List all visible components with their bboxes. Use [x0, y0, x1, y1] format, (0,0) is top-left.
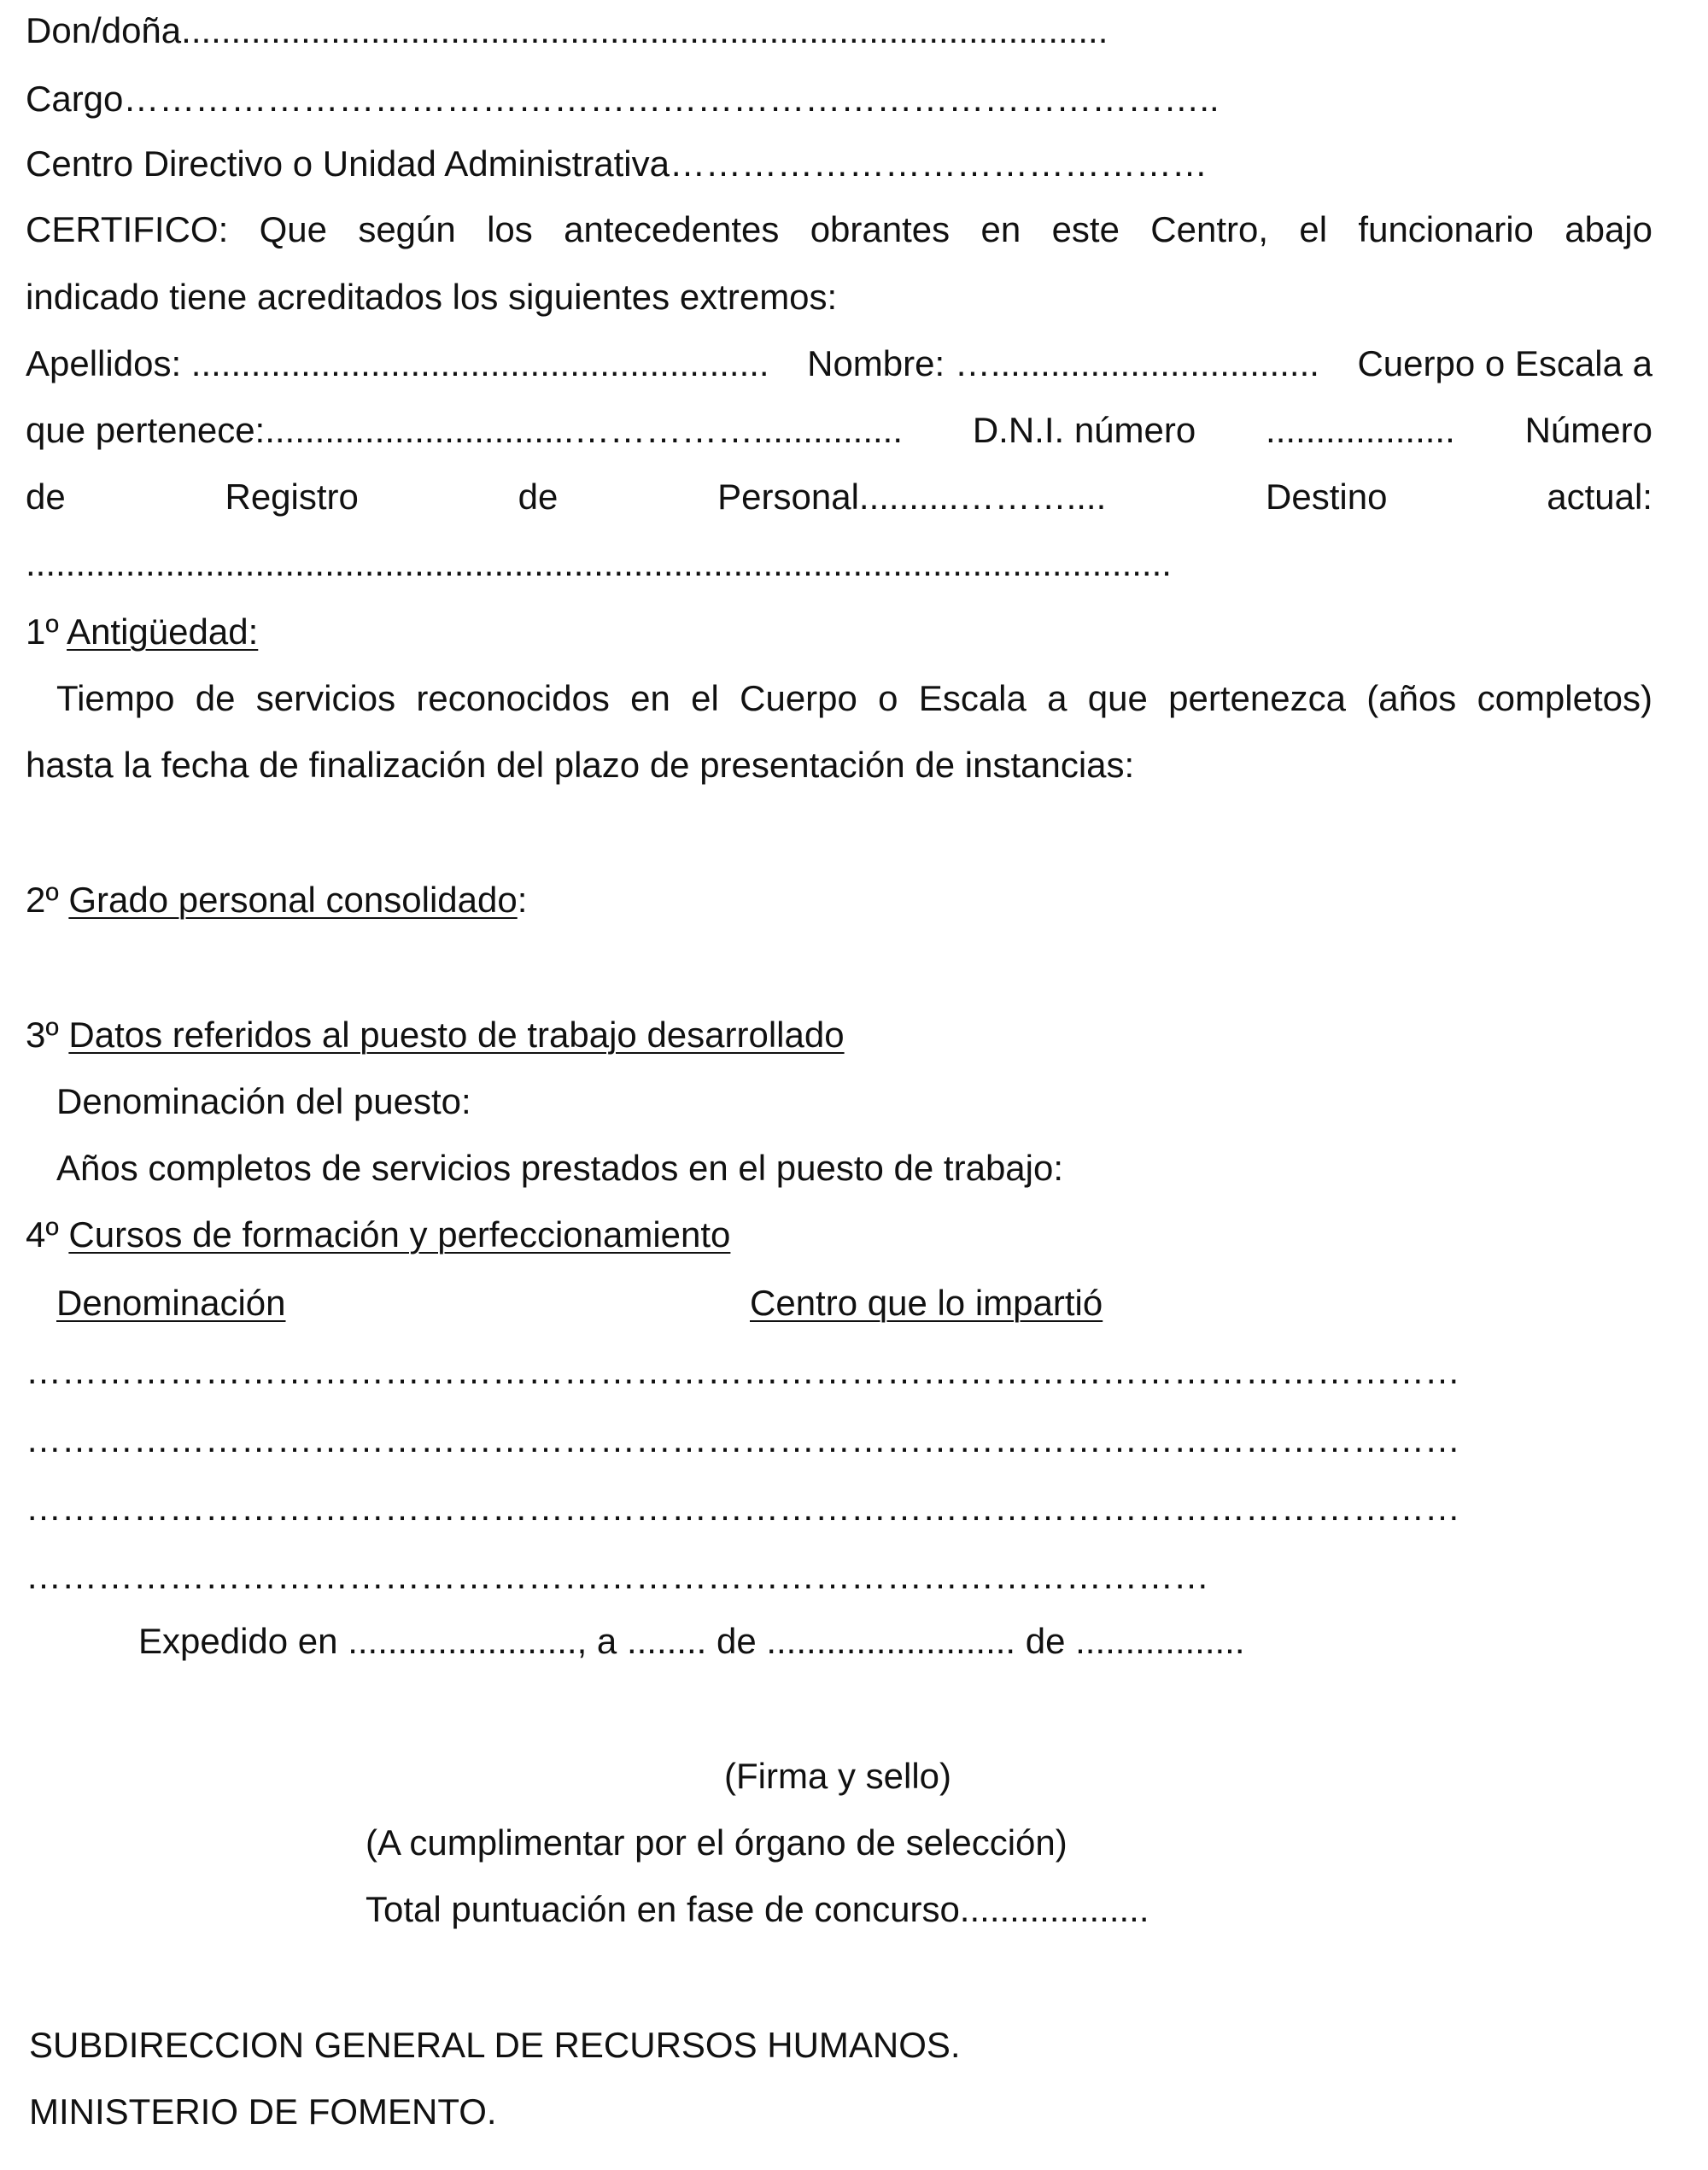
cursos-dots-line: …………………………………………………………………………………………………………	[26, 1419, 1460, 1459]
certifico-line-2: indicado tiene acreditados los siguientes extremos:	[26, 277, 838, 317]
certifico-word: Que	[259, 209, 327, 249]
cursos-heading	[26, 1213, 730, 1257]
grado-title: Grado personal consolidado	[68, 880, 518, 920]
cursos-dots-line: ………………………………………………………………………………………	[26, 1556, 1209, 1596]
registro-word: actual:	[1547, 477, 1652, 517]
firma-sello: (Firma y sello)	[724, 1756, 952, 1796]
dni-label: D.N.I. número	[972, 410, 1196, 450]
total-puntuacion-line: Total puntuación en fase de concurso...................	[366, 1889, 1149, 1929]
certifico-word: antecedentes	[564, 209, 780, 249]
certifico-word: este	[1051, 209, 1120, 249]
certifico-word: el	[1299, 209, 1328, 249]
puesto-title: Datos referidos al puesto de trabajo desarrollado	[68, 1015, 845, 1055]
antiguedad-text-2: hasta la fecha de finalización del plazo de presentación de instancias:	[26, 745, 1135, 785]
numero-label: Número	[1524, 410, 1652, 450]
apellidos-line	[26, 342, 1652, 386]
registro-word: de	[518, 477, 559, 517]
anos-servicio-line: Años completos de servicios prestados en el puesto de trabajo:	[56, 1148, 1064, 1188]
section-number: 1º	[26, 611, 59, 652]
dni-dots: ...................	[1266, 410, 1455, 450]
grado-heading	[26, 878, 527, 922]
certifico-line-1	[26, 208, 1652, 252]
certifico-word: obrantes	[810, 209, 951, 249]
cursos-dots-line: …………………………………………………………………………………………………………	[26, 1488, 1460, 1528]
section-number: 4º	[26, 1214, 59, 1255]
apellidos-field: Apellidos: ..........................................................	[26, 343, 769, 383]
certifico-word: funcionario	[1358, 209, 1534, 249]
footer-ministerio: MINISTERIO DE FOMENTO.	[29, 2091, 497, 2132]
registro-word: Destino	[1266, 477, 1388, 517]
certifico-word: los	[487, 209, 533, 249]
registro-word: Personal..........………....	[717, 477, 1107, 517]
cursos-title: Cursos de formación y perfeccionamiento	[68, 1214, 731, 1255]
certifico-word: según	[358, 209, 456, 249]
cuerpo-field: Cuerpo o Escala a	[1357, 343, 1652, 383]
registro-word: Registro	[225, 477, 359, 517]
cumplimentar-note: (A cumplimentar por el órgano de selección)	[366, 1822, 1068, 1863]
certifico-word: abajo	[1565, 209, 1652, 249]
registro-line	[26, 475, 1652, 519]
cargo-line: Cargo………………………………………………………………………………..	[26, 79, 1220, 119]
pertenece-field: que pertenece:...............................……………...............	[26, 410, 903, 450]
cursos-col-denominacion: Denominación	[56, 1283, 286, 1323]
registro-word: de	[26, 477, 66, 517]
don-dona-line: Don/doña.............................................................................................	[26, 10, 1108, 50]
certifico-word: CERTIFICO:	[26, 209, 229, 249]
antiguedad-title: Antigüedad:	[67, 611, 259, 652]
section-number: 3º	[26, 1015, 59, 1055]
antiguedad-text-1: Tiempo de servicios reconocidos en el Cuerpo o Escala a que pertenezca (años completos)	[56, 678, 1652, 718]
section-number: 2º	[26, 880, 59, 920]
cursos-col-centro: Centro que lo impartió	[750, 1283, 1103, 1323]
pertenece-line	[26, 408, 1652, 453]
certifico-word: Centro,	[1150, 209, 1269, 249]
certifico-word: en	[980, 209, 1021, 249]
grado-colon: :	[517, 880, 528, 920]
destino-dots-line: ...................................................................................................................	[26, 543, 1172, 583]
puesto-heading	[26, 1013, 845, 1057]
cursos-dots-line: …………………………………………………………………………………………………………	[26, 1351, 1460, 1391]
denominacion-puesto-line: Denominación del puesto:	[56, 1081, 471, 1121]
expedido-line: Expedido en ......................., a ........ de ......................... de .................	[138, 1621, 1245, 1661]
footer-subdireccion: SUBDIRECCION GENERAL DE RECURSOS HUMANOS.	[29, 2025, 961, 2065]
antiguedad-heading	[26, 610, 258, 654]
nombre-field: Nombre: ….................................	[807, 343, 1319, 383]
centro-directivo-line: Centro Directivo o Unidad Administrativa………………………………………	[26, 143, 1208, 184]
